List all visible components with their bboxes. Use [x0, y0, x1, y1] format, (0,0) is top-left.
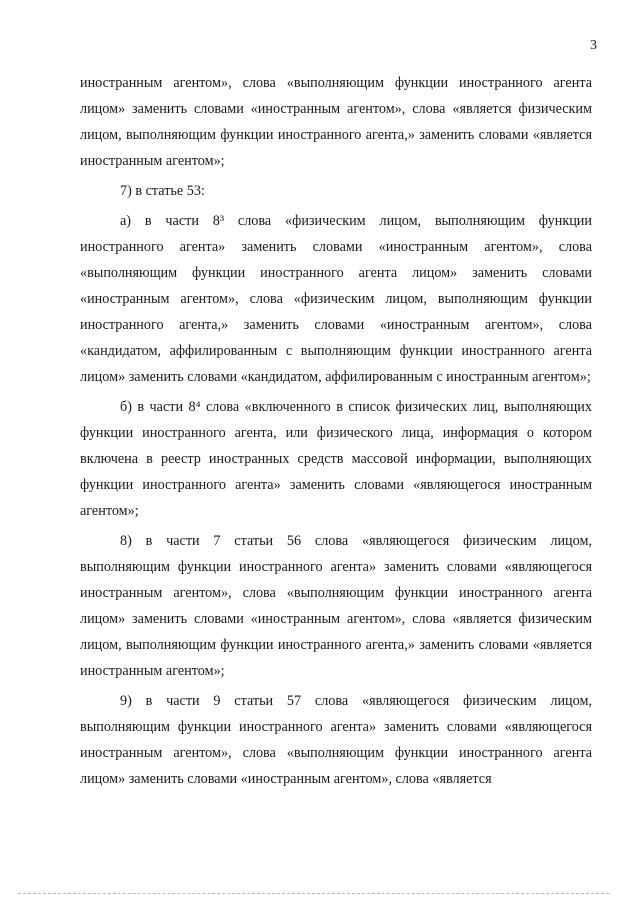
- scan-edge-divider: [18, 893, 609, 894]
- paragraph-item-7: 7) в статье 53:: [120, 183, 205, 199]
- paragraph-item-7a: а) в части 8³ слова «физическим лицом, выполняющим функции иностранного агента» заменить словами «иностранным агентом», слова «выполняющим функции иностранного агента лицом» заменить словами «иностранным агентом», слова «физическим лицом, выполняющим функции иностранного агента,» заменить словами «иностранным агентом», слова «кандидатом, аффилированным с выполняющим функции иностранного агента лицом» заменить словами «кандидатом, аффилированным с иностранным агентом»;: [80, 213, 592, 385]
- paragraph-item-9: 9) в части 9 статьи 57 слова «являющегося физическим лицом, выполняющим функции иностранного агента» заменить словами «являющегося иностранным агентом», слова «выполняющим функции иностранного агента лицом» заменить словами «иностранным агентом», слова «является: [80, 693, 592, 787]
- paragraph-continuation: иностранным агентом», слова «выполняющим функции иностранного агента лицом» заменить словами «иностранным агентом», слова «является физическим лицом, выполняющим функции иностранного агента,» заменить словами «является иностранным агентом»;: [80, 75, 592, 169]
- paragraph-item-7b: б) в части 8⁴ слова «включенного в список физических лиц, выполняющих функции иностранного агента, или физического лица, информация о котором включена в реестр иностранных средств массовой информации, выполняющих функции иностранного агента» заменить словами «являющегося иностранным агентом»;: [80, 399, 592, 519]
- page-number: 3: [590, 38, 597, 53]
- document-body: [80, 70, 592, 792]
- paragraph-item-8: 8) в части 7 статьи 56 слова «являющегося физическим лицом, выполняющим функции иностранного агента» заменить словами «являющегося иностранным агентом», слова «выполняющим функции иностранного агента лицом» заменить словами «иностранным агентом», слова «является физическим лицом, выполняющим функции иностранного агента,» заменить словами «является иностранным агентом»;: [80, 533, 592, 679]
